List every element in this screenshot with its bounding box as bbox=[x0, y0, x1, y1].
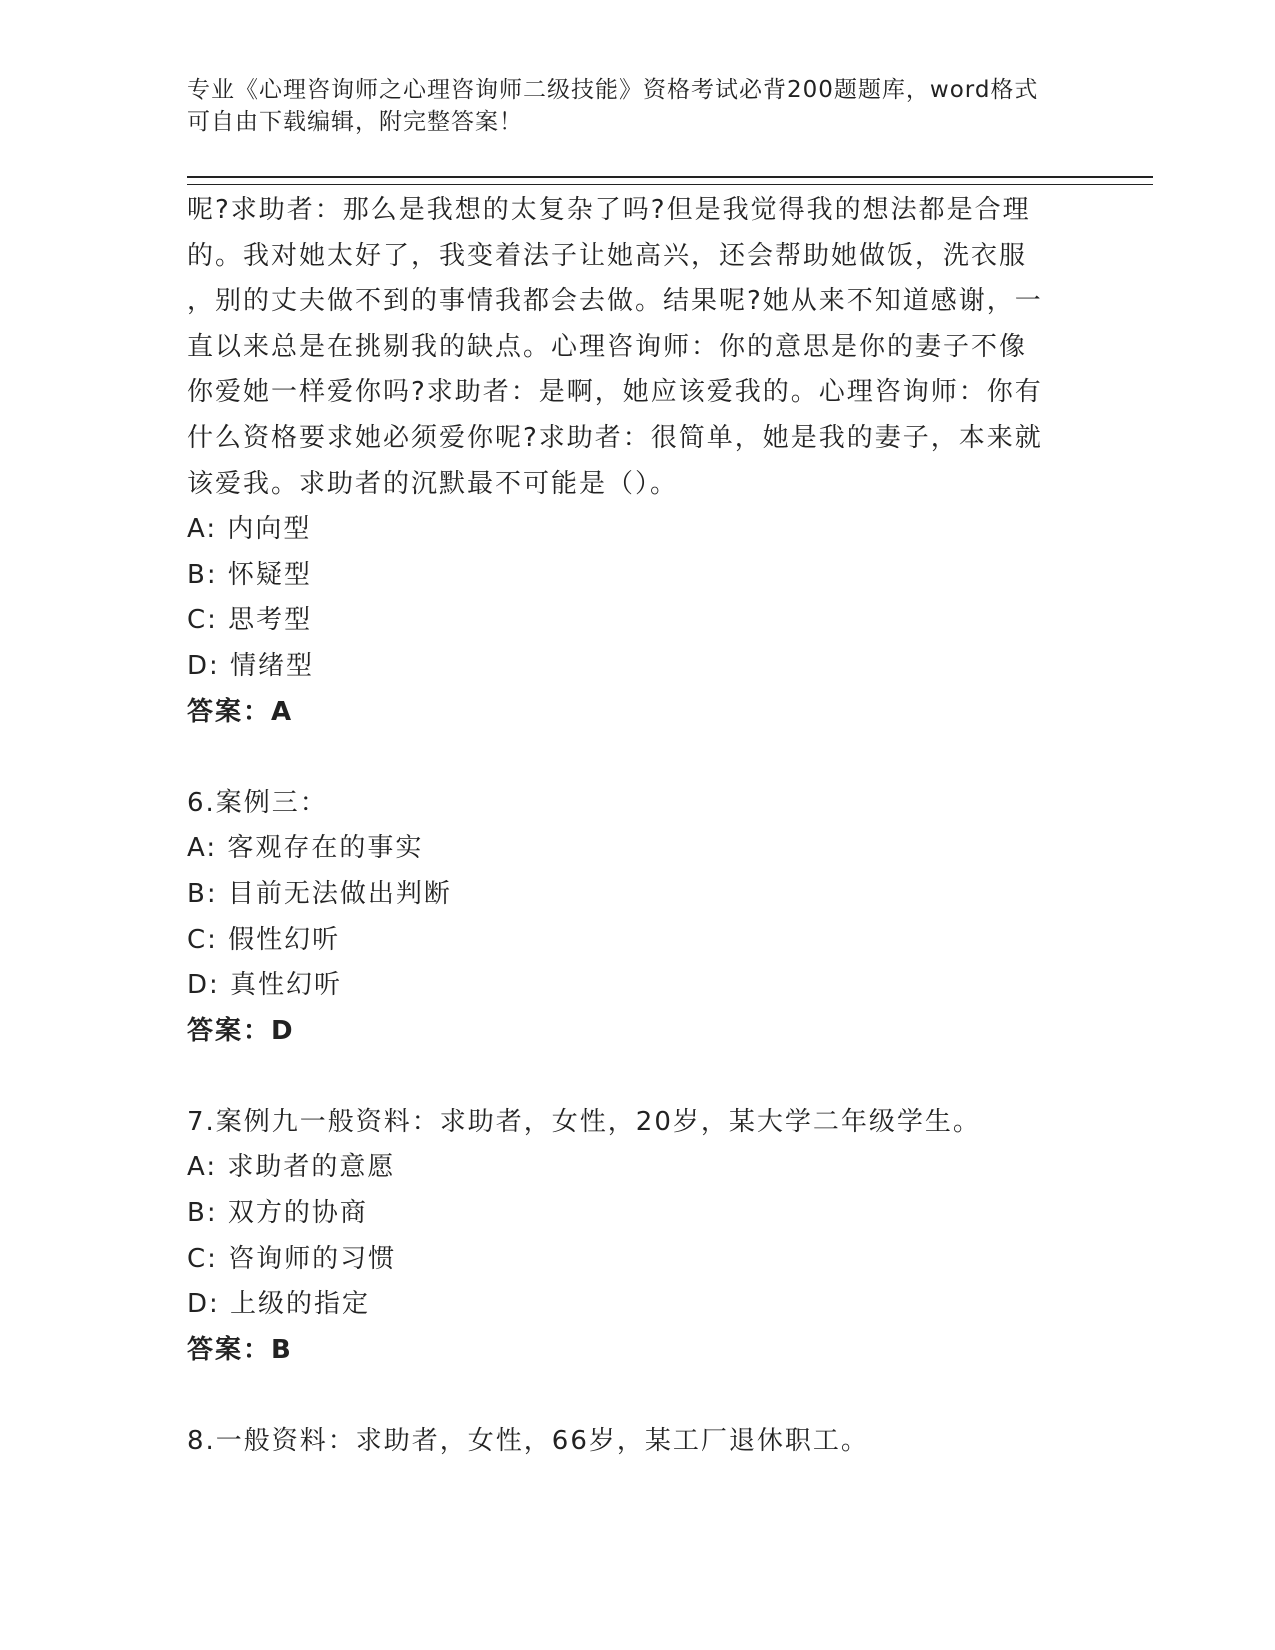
spacer bbox=[187, 1373, 1087, 1419]
question-block-5 bbox=[187, 188, 1087, 735]
question-stem-line: ，别的丈夫做不到的事情我都会去做。结果呢?她从来不知道感谢，一 bbox=[187, 286, 1043, 317]
question-stem-line: 该爱我。求助者的沉默最不可能是（）。 bbox=[187, 468, 679, 499]
question-stem: 7.案例九一般资料：求助者，女性，20岁，某大学二年级学生。 bbox=[187, 1106, 981, 1137]
answer-label: 答案：B bbox=[187, 1334, 293, 1365]
option-a: A: 求助者的意愿 bbox=[187, 1152, 396, 1183]
option-d: D: 真性幻听 bbox=[187, 970, 343, 1001]
question-block-7 bbox=[187, 1100, 1087, 1374]
header-title-line-2: 可自由下载编辑，附完整答案！ bbox=[187, 109, 523, 135]
answer-label: 答案：A bbox=[187, 696, 294, 727]
question-content bbox=[187, 188, 1087, 1465]
option-d: D: 上级的指定 bbox=[187, 1289, 371, 1320]
question-block-8 bbox=[187, 1419, 1087, 1465]
option-c: C: 咨询师的习惯 bbox=[187, 1243, 397, 1274]
option-a: A: 内向型 bbox=[187, 514, 312, 545]
spacer bbox=[187, 735, 1087, 781]
question-stem-line: 的。我对她太好了，我变着法子让她高兴，还会帮助她做饭，洗衣服 bbox=[187, 240, 1028, 271]
question-stem-line: 什么资格要求她必须爱你呢?求助者：很简单，她是我的妻子，本来就 bbox=[187, 422, 1043, 453]
option-b: B: 双方的协商 bbox=[187, 1198, 368, 1229]
option-a: A: 客观存在的事实 bbox=[187, 833, 424, 864]
document-header bbox=[187, 74, 1067, 138]
header-title-line-1: 专业《心理咨询师之心理咨询师二级技能》资格考试必背200题题库，word格式 bbox=[187, 77, 1039, 103]
option-c: C: 思考型 bbox=[187, 605, 313, 636]
question-stem-line: 直以来总是在挑剔我的缺点。心理咨询师：你的意思是你的妻子不像 bbox=[187, 331, 1028, 362]
question-block-6 bbox=[187, 781, 1087, 1055]
option-b: B: 目前无法做出判断 bbox=[187, 878, 452, 909]
question-stem-line: 你爱她一样爱你吗?求助者：是啊，她应该爱我的。心理咨询师：你有 bbox=[187, 377, 1043, 408]
option-d: D: 情绪型 bbox=[187, 650, 315, 681]
question-stem: 8.一般资料：求助者，女性，66岁，某工厂退休职工。 bbox=[187, 1426, 869, 1457]
option-b: B: 怀疑型 bbox=[187, 559, 312, 590]
header-double-rule bbox=[187, 176, 1153, 185]
option-c: C: 假性幻听 bbox=[187, 924, 341, 955]
question-stem: 6.案例三： bbox=[187, 787, 328, 818]
question-stem-line: 呢?求助者：那么是我想的太复杂了吗?但是我觉得我的想法都是合理 bbox=[187, 195, 1031, 225]
spacer bbox=[187, 1054, 1087, 1100]
answer-label: 答案：D bbox=[187, 1015, 295, 1046]
